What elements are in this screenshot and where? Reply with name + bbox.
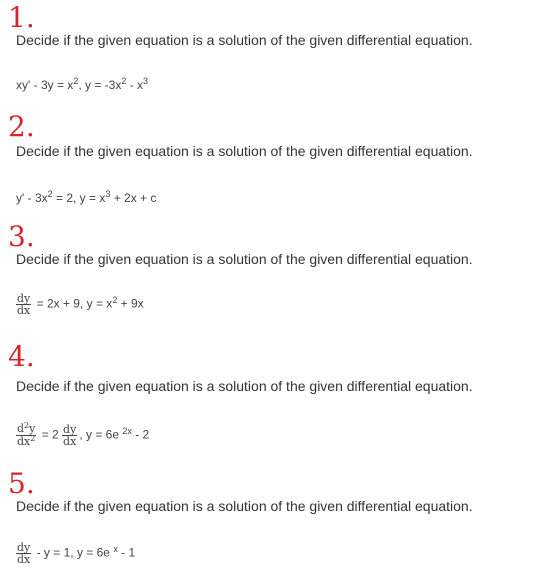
fraction-numerator: dy — [17, 541, 31, 554]
equation-text: - x — [126, 78, 144, 92]
exponent: 3 — [143, 76, 149, 86]
fraction-numerator: dy — [63, 423, 77, 436]
exponent: 2 — [47, 189, 53, 199]
problem-equation — [16, 293, 144, 316]
fraction-denominator: dx — [63, 435, 77, 448]
fraction-denominator — [16, 436, 36, 448]
problem-3 — [0, 220, 535, 333]
exponent: 2x — [122, 425, 132, 436]
equation-text: + 2x + c — [110, 191, 157, 205]
problem-1 — [0, 1, 535, 104]
problem-number: 1. — [8, 1, 35, 34]
derivative-fraction — [16, 293, 31, 316]
equation-text: = 2 — [38, 427, 63, 442]
fraction-numerator: dy — [17, 292, 31, 305]
equation-text: , y = -3x — [78, 78, 122, 92]
exponent: 3 — [105, 189, 111, 199]
fraction-denominator: dx — [17, 304, 31, 317]
problem-equation — [16, 191, 156, 206]
exponent: 2 — [30, 434, 36, 443]
exponent: 2 — [121, 76, 127, 86]
problem-number: 2. — [8, 110, 35, 143]
problem-2 — [0, 110, 535, 213]
problem-prompt: Decide if the given equation is a solution of the given differential equation. — [16, 498, 473, 514]
equation-text: - y = 1, y = 6e — [33, 545, 114, 560]
exponent: 2 — [112, 294, 118, 305]
problem-number: 4. — [8, 340, 35, 373]
problem-prompt: Decide if the given equation is a solution of the given differential equation. — [16, 378, 473, 394]
numerator-text: d — [17, 422, 25, 435]
numerator-text: y — [29, 422, 36, 435]
exponent: 2 — [24, 421, 30, 430]
problem-prompt: Decide if the given equation is a solution of the given differential equation. — [16, 32, 473, 48]
problem-equation — [16, 78, 148, 93]
problem-equation — [16, 542, 135, 565]
equation-text: xy' - 3y = x — [16, 78, 74, 92]
problem-number: 3. — [8, 220, 35, 253]
fraction-denominator: dx — [17, 553, 31, 566]
problem-prompt: Decide if the given equation is a solution of the given differential equation. — [16, 251, 473, 267]
problem-5 — [0, 467, 535, 580]
derivative-fraction — [62, 424, 77, 447]
equation-text: - 1 — [117, 545, 136, 560]
problem-4 — [0, 340, 535, 463]
derivative-fraction — [16, 542, 31, 565]
equation-text: + 9x — [117, 296, 144, 311]
problem-equation — [16, 423, 149, 448]
equation-text: = 2, y = x — [52, 191, 106, 205]
exponent: x — [113, 543, 118, 554]
equation-text: - 2 — [131, 427, 150, 442]
second-derivative-fraction — [16, 423, 36, 448]
problem-number: 5. — [8, 467, 35, 500]
exponent: 2 — [73, 76, 79, 86]
equation-text: , y = 6e — [79, 427, 123, 442]
equation-text: = 2x + 9, y = x — [33, 296, 113, 311]
denominator-text: dx — [17, 435, 31, 448]
problem-prompt: Decide if the given equation is a solution of the given differential equation. — [16, 143, 473, 159]
equation-text: y' - 3x — [16, 191, 48, 205]
